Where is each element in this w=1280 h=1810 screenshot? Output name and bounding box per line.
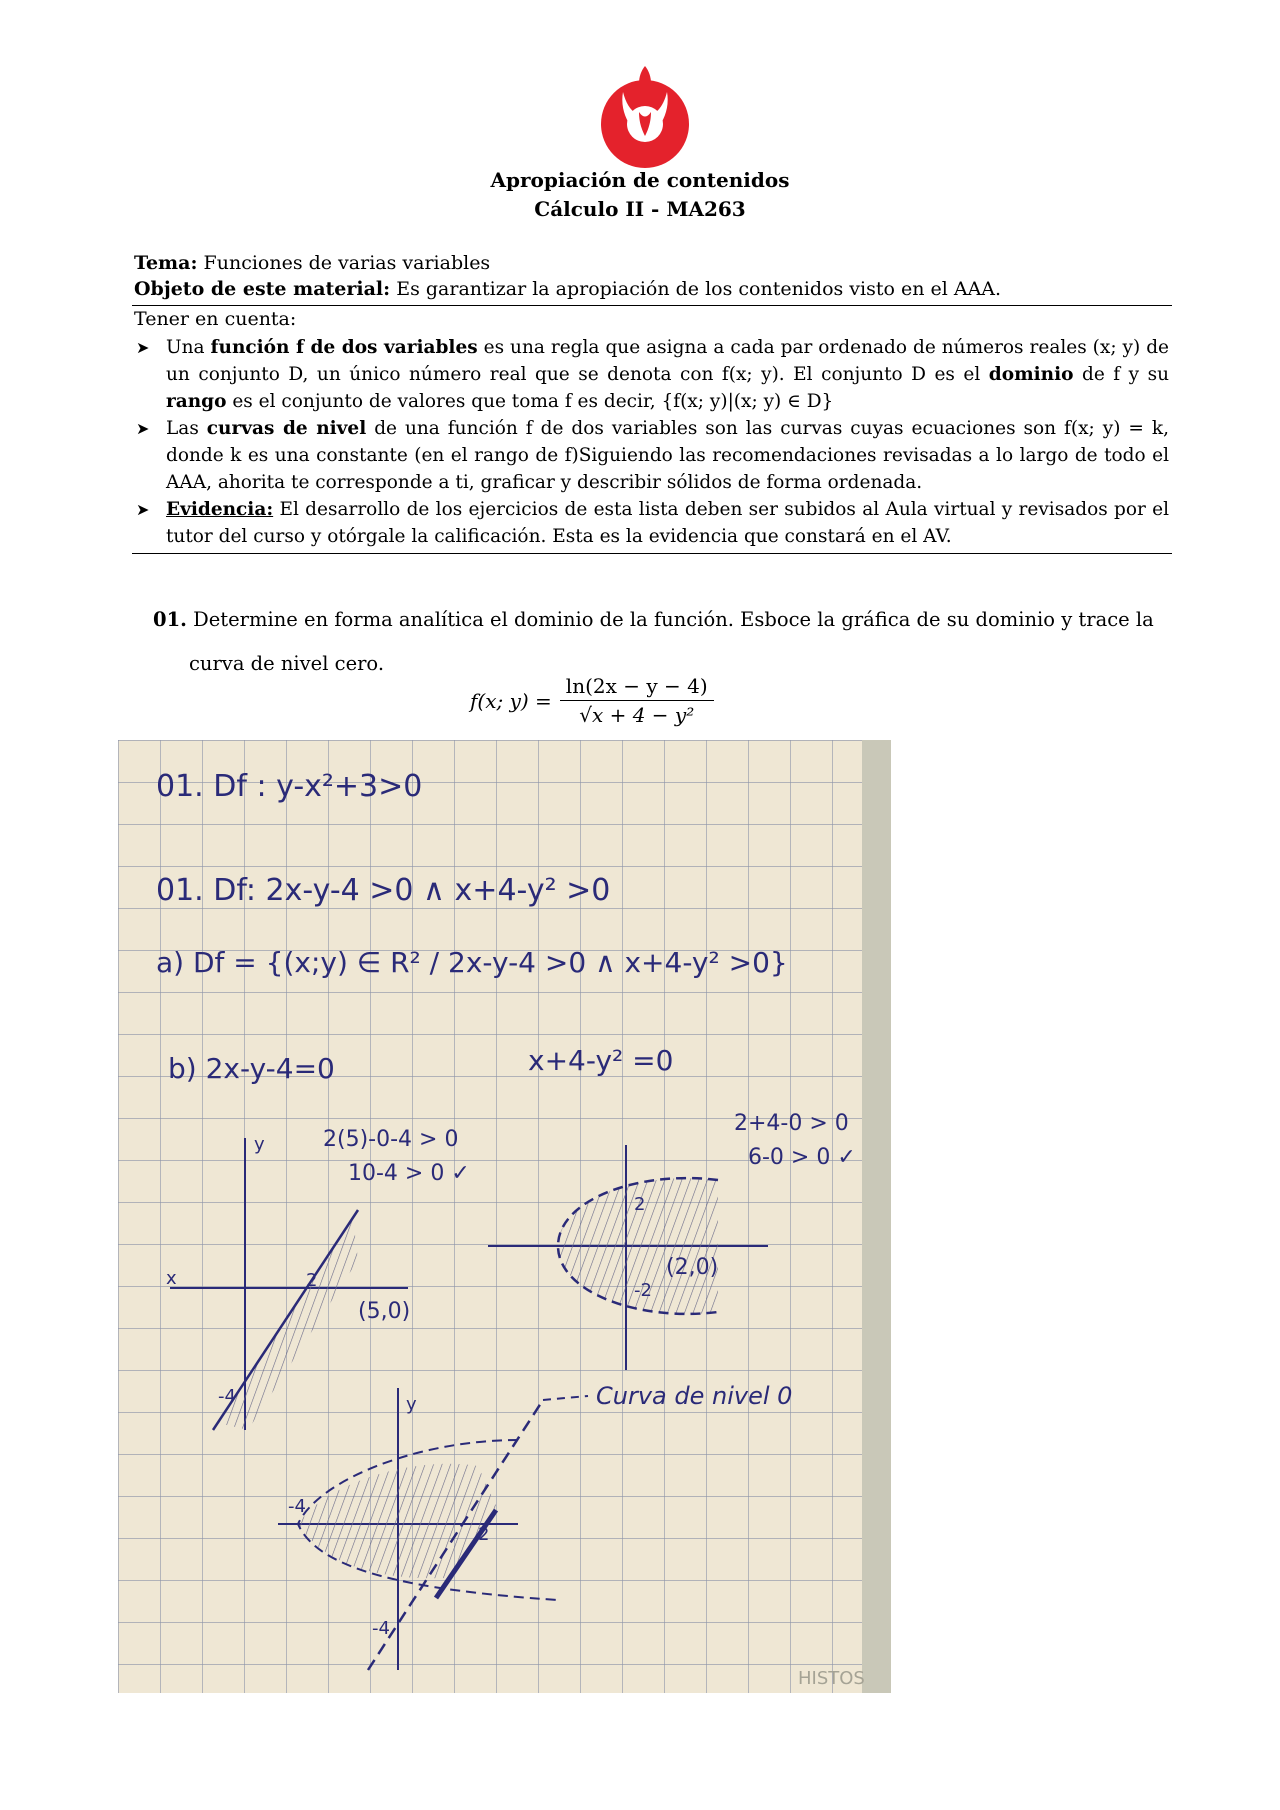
note-level-curves: ➤ Las curvas de nivel de una función f de dos variables son las curvas cuyas ecuaciones son f(x; y) = k, donde k es una constante (en el rango de f)Siguiendo las recomendaciones revisadas a lo largo de todo el AAA, ahorita te corresponde a ti, graficar y describir sólidos de forma ordenada. bbox=[134, 415, 1169, 496]
question-01 bbox=[153, 598, 1173, 686]
arrow-bullet-icon: ➤ bbox=[136, 419, 150, 438]
objeto-line bbox=[134, 276, 1169, 302]
divider-bottom bbox=[132, 553, 1172, 554]
graph2-point: (2,0) bbox=[666, 1255, 719, 1280]
arrow-bullet-icon: ➤ bbox=[136, 500, 150, 519]
graph1-tick-neg4: -4 bbox=[218, 1386, 236, 1407]
tema-value: Funciones de varias variables bbox=[203, 252, 491, 274]
hw-check-3: 2+4-0 > 0 bbox=[734, 1111, 849, 1136]
graph2-tick-neg2: -2 bbox=[634, 1280, 652, 1301]
tema-label: Tema: bbox=[134, 252, 198, 274]
graph1-y-label: y bbox=[254, 1134, 265, 1155]
objeto-value: Es garantizar la apropiación de los contenidos visto en el AAA. bbox=[396, 278, 1002, 300]
graph1-point: (5,0) bbox=[358, 1299, 411, 1324]
objeto-label: Objeto de este material: bbox=[134, 278, 391, 300]
note-evidence: ➤ Evidencia: El desarrollo de los ejercicios de esta lista deben ser subidos al Aula virtual y revisados por el tutor del curso y otórgale la calificación. Esta es la evidencia que constará en el AV. bbox=[134, 496, 1169, 550]
graph1-tick-2: 2 bbox=[306, 1270, 318, 1291]
graph1-x-label: x bbox=[166, 1268, 177, 1289]
question-text-cont: curva de nivel cero. bbox=[189, 652, 385, 675]
formula-denominator: √x + 4 − y² bbox=[579, 703, 695, 727]
hw-line-5: x+4-y² =0 bbox=[528, 1044, 674, 1077]
question-text: Determine en forma analítica el dominio de la función. Esboce la gráfica de su dominio y trace la bbox=[186, 608, 1154, 631]
formula-fraction bbox=[560, 674, 714, 727]
formula-numerator: ln(2x − y − 4) bbox=[560, 674, 714, 701]
hw-check-2: 10-4 > 0 ✓ bbox=[348, 1161, 470, 1186]
hw-check-1: 2(5)-0-4 > 0 bbox=[323, 1127, 459, 1152]
question-number: 01. bbox=[153, 608, 187, 631]
level-curve-label: Curva de nivel 0 bbox=[596, 1382, 793, 1410]
graph3-y-label: y bbox=[406, 1394, 417, 1415]
handwritten-solution-photo bbox=[118, 740, 891, 1693]
watermark-text: HISTOS bbox=[798, 1668, 865, 1689]
formula-lhs: f(x; y) = bbox=[470, 688, 552, 713]
hw-line-1: 01. Df : y-x²+3>0 bbox=[156, 769, 423, 804]
tener-en-cuenta: Tener en cuenta: bbox=[134, 308, 297, 330]
document-title: Apropiación de contenidos bbox=[490, 168, 790, 192]
hw-line-2: 01. Df: 2x-y-4 >0 ∧ x+4-y² >0 bbox=[156, 873, 611, 908]
hw-check-4: 6-0 > 0 ✓ bbox=[748, 1145, 856, 1170]
tema-line bbox=[134, 250, 1169, 276]
arrow-bullet-icon: ➤ bbox=[136, 338, 150, 357]
notes-list bbox=[134, 334, 1169, 550]
graph3-tick-neg4: -4 bbox=[288, 1496, 306, 1517]
upc-logo bbox=[593, 62, 697, 170]
note-function-definition: ➤ Una función f de dos variables es una regla que asigna a cada par ordenado de números reales (x; y) de un conjunto D, un único número real que se denota con f(x; y). El conjunto D es el dominio de f y su rango es el conjunto de valores que toma f es decir, {f(x; y)|(x; y) ∈ D} bbox=[134, 334, 1169, 415]
hw-line-3: a) Df = {(x;y) ∈ R² / 2x-y-4 >0 ∧ x+4-y² >0} bbox=[156, 946, 788, 979]
function-formula bbox=[470, 674, 714, 727]
graph3-tick-neg4-y: -4 bbox=[372, 1618, 390, 1639]
course-code: Cálculo II - MA263 bbox=[534, 197, 746, 221]
paper-edge bbox=[862, 740, 891, 1693]
hw-line-4: b) 2x-y-4=0 bbox=[168, 1052, 335, 1085]
graph2-tick-2: 2 bbox=[634, 1194, 646, 1215]
graph3-tick-2: 2 bbox=[478, 1524, 490, 1545]
